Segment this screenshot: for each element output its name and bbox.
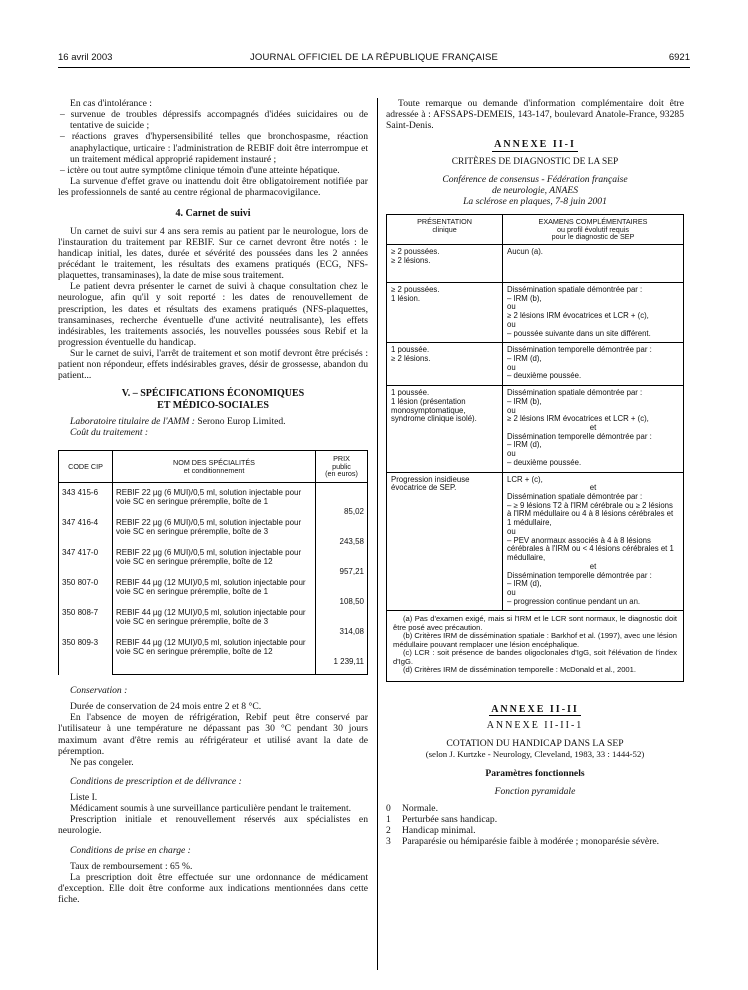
cip-code: 347 416-4 bbox=[62, 518, 99, 527]
parameters-heading: Paramètres fonctionnels bbox=[485, 768, 585, 780]
scale-item bbox=[386, 814, 684, 825]
column-header-prix-sub: public bbox=[332, 461, 351, 471]
table-row bbox=[387, 343, 684, 386]
product-price: 1 239,11 bbox=[333, 657, 364, 666]
cost-label: Coût du traitement : bbox=[70, 427, 149, 439]
cell-line: ≥ 2 lésions IRM évocatrices et LCR + (c), bbox=[507, 311, 649, 321]
paragraph: Médicament soumis à une surveillance particulière pendant le traitement. bbox=[70, 803, 352, 815]
cell-line: – deuxième poussée. bbox=[507, 457, 582, 467]
prescription-heading: Conditions de prescription et de délivrance : bbox=[70, 775, 242, 787]
footnote: (d) Critères IRM de dissémination temporelle : McDonald et al., 2001. bbox=[403, 665, 636, 675]
scale-text: Handicap minimal. bbox=[402, 824, 476, 836]
scale-number: 2 bbox=[386, 824, 391, 836]
scale-item bbox=[386, 836, 684, 847]
cell-line: et bbox=[589, 483, 597, 493]
cell-line: Dissémination spatiale démontrée par : bbox=[507, 284, 643, 294]
conference-line: Conférence de consensus - Fédération française bbox=[442, 173, 628, 185]
table-row bbox=[59, 483, 368, 675]
lab-value: Serono Europ Limited. bbox=[194, 416, 286, 428]
presentation-cell bbox=[387, 343, 503, 386]
product-price: 314,08 bbox=[339, 627, 364, 636]
left-column bbox=[58, 98, 368, 905]
cell-line: – IRM (d), bbox=[507, 579, 542, 589]
column-header-examens-title: EXAMENS COMPLÉMENTAIRES bbox=[538, 217, 648, 227]
lab-label: Laboratoire titulaire de l'AMM : bbox=[70, 416, 195, 428]
column-header-nom bbox=[113, 451, 316, 483]
cell-line: ou bbox=[507, 449, 516, 459]
presentation-cell bbox=[387, 386, 503, 472]
paragraph: Ne pas congeler. bbox=[70, 756, 134, 768]
intolerance-outro: La survenue d'effet grave ou inattendu doit être obligatoirement notifiée par les professionnels de santé au centre régional de pharmacovigilance. bbox=[58, 175, 368, 198]
pyramidal-scale bbox=[386, 803, 684, 848]
column-header-nom-sub: et conditionnement bbox=[183, 465, 245, 475]
exam-cell bbox=[503, 343, 684, 386]
cell-line: Dissémination temporelle démontrée par : bbox=[507, 345, 652, 355]
cell-line: – IRM (d), bbox=[507, 440, 542, 450]
product-price: 85,02 bbox=[343, 507, 364, 516]
conference-line: La sclérose en plaques, 7-8 juin 2001 bbox=[463, 196, 607, 208]
column-header-presentation-title: PRÉSENTATION bbox=[417, 217, 472, 227]
cell-line: ou bbox=[507, 405, 516, 415]
function-heading: Fonction pyramidale bbox=[494, 785, 576, 797]
cell-line: ou bbox=[507, 362, 516, 372]
cell-line: – progression continue pendant un an. bbox=[507, 596, 641, 606]
annexe-2-1: ANNEXE II-I bbox=[494, 139, 576, 151]
contact-paragraph: Toute remarque ou demande d'information complémentaire doit être adressée à : AFSSAPS-DEMEIS, 143-147, boulevard Anatole-France, 93285 Saint-Denis. bbox=[386, 98, 684, 132]
column-header-examens-sub: ou profil évolutif requis bbox=[557, 224, 629, 234]
product-name: REBIF 22 µg (6 MUI)/0,5 ml, solution injectable pour voie SC en seringue préremplie, boîte de 1 bbox=[116, 488, 302, 506]
scale-number: 3 bbox=[386, 836, 391, 848]
cell-line: – deuxième poussée. bbox=[507, 371, 582, 381]
column-header-examens bbox=[503, 215, 684, 245]
price-cell bbox=[316, 483, 368, 675]
product-name: REBIF 44 µg (12 MUI)/0,5 ml, solution injectable pour voie SC en seringue préremplie, boîte de 1 bbox=[116, 578, 306, 596]
column-header-nom-title: NOM DES SPÉCIALITÉS bbox=[173, 458, 255, 468]
product-price: 957,21 bbox=[339, 567, 364, 576]
annexe-2-2: ANNEXE II-II bbox=[491, 703, 579, 715]
cell-line: ≥ 2 lésions IRM évocatrices et LCR + (c), bbox=[507, 414, 649, 424]
paragraph: La prescription doit être effectuée sur une ordonnance de médicament d'exception. Elle doit être conforme aux indications mentionnées dans cette fiche. bbox=[58, 871, 368, 905]
column-header-prix bbox=[316, 451, 368, 483]
page-number: 6921 bbox=[668, 52, 690, 63]
cell-line: ≥ 2 poussées. bbox=[391, 246, 440, 256]
cell-line: ou bbox=[507, 319, 516, 329]
column-header-prix-title: PRIX bbox=[333, 454, 350, 464]
paragraph: Taux de remboursement : 65 %. bbox=[70, 860, 193, 872]
table-row bbox=[387, 244, 684, 282]
table-notes bbox=[386, 611, 684, 682]
exam-cell bbox=[503, 244, 684, 282]
cell-line: ou bbox=[507, 526, 516, 536]
cotation-reference: (selon J. Kurtzke - Neurology, Cleveland, 1983, 33 : 1444-52) bbox=[425, 749, 645, 760]
lab-line bbox=[58, 416, 368, 427]
section-5-title-line1: V. – SPÉCIFICATIONS ÉCONOMIQUES bbox=[121, 388, 305, 400]
cell-line: Aucun (a). bbox=[507, 246, 543, 256]
diagnostic-table bbox=[386, 214, 684, 611]
page-header bbox=[58, 52, 690, 66]
footnote: (c) LCR : soit présence de bandes oligoclonales d'IgG, soit l'élévation de l'index d'IgG. bbox=[393, 648, 677, 666]
cell-line: et bbox=[589, 561, 597, 571]
cell-line: Dissémination spatiale démontrée par : bbox=[507, 492, 643, 502]
scale-text: Normale. bbox=[402, 802, 438, 814]
intolerance-item: – ictère ou tout autre symptôme clinique témoin d'une atteinte hépatique. bbox=[60, 164, 340, 176]
product-price: 108,50 bbox=[339, 597, 364, 606]
price-table bbox=[58, 450, 368, 675]
cip-code: 350 809-3 bbox=[62, 638, 99, 647]
annexe-title bbox=[386, 139, 684, 152]
cell-line: Dissémination temporelle démontrée par : bbox=[507, 431, 652, 441]
annexe-title bbox=[386, 704, 684, 717]
cell-line: – IRM (b), bbox=[507, 293, 542, 303]
intolerance-item: – réactions graves d'hypersensibilité telles que bronchospasme, réaction anaphylactique, urticaire : l'administration de REBIF doit être interrompue et un traitement médical approprié rapidement instauré ; bbox=[60, 131, 368, 165]
paragraph: En l'absence de moyen de réfrigération, Rebif peut être conservé par l'utilisateur à une température ne dépassant pas 30 °C pendant 30 jours maximum avant d'être remis au réfrigérateur et utilisé avant la date de péremption. bbox=[58, 712, 368, 757]
cell-line: ≥ 2 lésions. bbox=[391, 255, 431, 265]
paragraph: Liste I. bbox=[70, 792, 98, 803]
product-name: REBIF 44 µg (12 MUI)/0,5 ml, solution injectable pour voie SC en seringue préremplie, boîte de 12 bbox=[116, 638, 306, 656]
right-column bbox=[386, 98, 684, 847]
column-header-prix-sub: (en euros) bbox=[325, 469, 358, 479]
exam-cell bbox=[503, 386, 684, 472]
presentation-cell bbox=[387, 244, 503, 282]
paragraph: Prescription initiale et renouvellement réservés aux spécialistes en neurologie. bbox=[58, 814, 368, 837]
cip-code: 350 808-7 bbox=[62, 608, 99, 617]
conference-line: de neurologie, ANAES bbox=[491, 185, 579, 196]
section-5-title bbox=[58, 388, 368, 412]
cell-line: et bbox=[589, 423, 597, 432]
cell-line: 1 poussée. bbox=[391, 388, 430, 398]
charge-heading: Conditions de prise en charge : bbox=[70, 844, 191, 856]
paragraph: Un carnet de suivi sur 4 ans sera remis au patient par le neurologue, lors de l'instauration du traitement par REBIF. Sur ce carnet devront être notés : le handicap initial, les dates, durée et sévérité des poussées dans les 2 années précédant le traitement, les résultats des examens pratiqués (ECG, NFS-plaquettes, transaminases), la date de mise sous traitement. bbox=[58, 225, 368, 282]
cell-line: Dissémination temporelle démontrée par : bbox=[507, 570, 652, 580]
header-rule bbox=[58, 67, 690, 68]
cell-line: – IRM (d), bbox=[507, 353, 542, 363]
cell-line: Dissémination spatiale démontrée par : bbox=[507, 388, 643, 398]
cip-cell bbox=[59, 483, 113, 675]
exam-cell bbox=[503, 282, 684, 342]
footnote: (a) Pas d'examen exigé, mais si l'IRM et le LCR sont normaux, le diagnostic doit être posé avec précaution. bbox=[393, 614, 677, 632]
cell-line: 1 lésion (présentation monosymptomatique, syndrome clinique isolé). bbox=[391, 396, 477, 424]
cell-line: – poussée suivante dans un site différent. bbox=[507, 328, 651, 338]
paragraph: Durée de conservation de 24 mois entre 2 et 8 °C. bbox=[70, 701, 262, 713]
column-header-presentation-sub: clinique bbox=[432, 224, 457, 234]
column-header-examens-sub: pour le diagnostic de SEP bbox=[551, 232, 635, 242]
cell-line: ou bbox=[507, 587, 516, 597]
intolerance-item: – survenue de troubles dépressifs accompagnés d'idées suicidaires ou de tentative de suicide ; bbox=[60, 109, 368, 132]
product-price: 243,58 bbox=[339, 537, 364, 546]
column-header-cip: CODE CIP bbox=[59, 451, 113, 483]
column-divider bbox=[377, 98, 378, 970]
presentation-cell bbox=[387, 282, 503, 342]
scale-text: Paraparésie ou hémiparésie faible à modérée ; monoparésie sévère. bbox=[402, 836, 660, 848]
footnote: (b) Critères IRM de dissémination spatiale : Barkhof et al. (1997), avec une lésion médullaire pouvant remplacer une lésion encéphalique. bbox=[393, 631, 677, 649]
cell-line: 1 poussée. bbox=[391, 345, 430, 355]
product-name: REBIF 22 µg (6 MUI)/0,5 ml, solution injectable pour voie SC en seringue préremplie, boîte de 3 bbox=[116, 518, 302, 536]
table-row bbox=[387, 472, 684, 611]
cip-code: 343 415-6 bbox=[62, 488, 99, 497]
name-cell bbox=[113, 483, 316, 675]
table-row bbox=[387, 282, 684, 342]
journal-title: JOURNAL OFFICIEL DE LA RÉPUBLIQUE FRANÇAISE bbox=[249, 52, 499, 63]
product-name: REBIF 22 µg (6 MUI)/0,5 ml, solution injectable pour voie SC en seringue préremplie, boîte de 12 bbox=[116, 548, 302, 566]
annexe-subtitle: ANNEXE II-II-1 bbox=[486, 720, 584, 732]
cotation-title: COTATION DU HANDICAP DANS LA SEP bbox=[446, 738, 624, 750]
intolerance-intro: En cas d'intolérance : bbox=[70, 98, 152, 109]
section-4-title: 4. Carnet de suivi bbox=[175, 208, 251, 220]
cell-line: LCR + (c), bbox=[507, 474, 543, 484]
scale-number: 1 bbox=[386, 813, 391, 825]
cell-line: – ≥ 9 lésions T2 à l'IRM cérébrale ou ≥ 2 lésions à l'IRM médullaire ou 4 à 8 lésions cérébrales et 1 médullaire, bbox=[507, 500, 674, 528]
cell-line: ou bbox=[507, 302, 516, 312]
scale-item bbox=[386, 825, 684, 836]
cip-code: 350 807-0 bbox=[62, 578, 99, 587]
presentation-cell bbox=[387, 472, 503, 611]
exam-cell bbox=[503, 472, 684, 611]
header-date: 16 avril 2003 bbox=[58, 52, 113, 63]
scale-number: 0 bbox=[386, 802, 391, 814]
conservation-heading: Conservation : bbox=[70, 685, 128, 696]
cell-line: ≥ 2 lésions. bbox=[391, 353, 431, 363]
cell-line: – PEV anormaux associés à 4 à 8 lésions cérébrales à l'IRM ou < 4 lésions cérébrales et 1 médullaire, bbox=[507, 535, 674, 563]
scale-text: Perturbée sans handicap. bbox=[402, 813, 498, 825]
scale-item bbox=[386, 803, 684, 814]
section-5-title-line2: ET MÉDICO-SOCIALES bbox=[157, 400, 269, 412]
annexe-subtitle: CRITÈRES DE DIAGNOSTIC DE LA SEP bbox=[451, 156, 619, 167]
cell-line: ≥ 2 poussées. bbox=[391, 284, 440, 294]
cell-line: Progression insidieuse évocatrice de SEP. bbox=[391, 474, 470, 493]
product-name: REBIF 44 µg (12 MUI)/0,5 ml, solution injectable pour voie SC en seringue préremplie, boîte de 3 bbox=[116, 608, 306, 626]
paragraph: Le patient devra présenter le carnet de suivi à chaque consultation chez le neurologue, afin qu'il y soit reporté : les dates de renouvellement de prescription, les dates et résultats des examens pratiqués (NFS-plaquettes, transaminases, recherche éventuelle d'une activité neutralisante), les effets indésirables, les traitements associés, les nouvelles poussées sous Rebif et la progression éventuelle du handicap. bbox=[58, 281, 368, 348]
cip-code: 347 417-0 bbox=[62, 548, 99, 557]
column-header-presentation bbox=[387, 215, 503, 245]
paragraph: Sur le carnet de suivi, l'arrêt de traitement et son motif devront être précisés : patient non répondeur, effets indésirables graves, désir de grossesse, abandon du patient... bbox=[58, 348, 368, 382]
cell-line: 1 lésion. bbox=[391, 293, 421, 303]
table-row bbox=[387, 386, 684, 472]
cell-line: – IRM (b), bbox=[507, 396, 542, 406]
